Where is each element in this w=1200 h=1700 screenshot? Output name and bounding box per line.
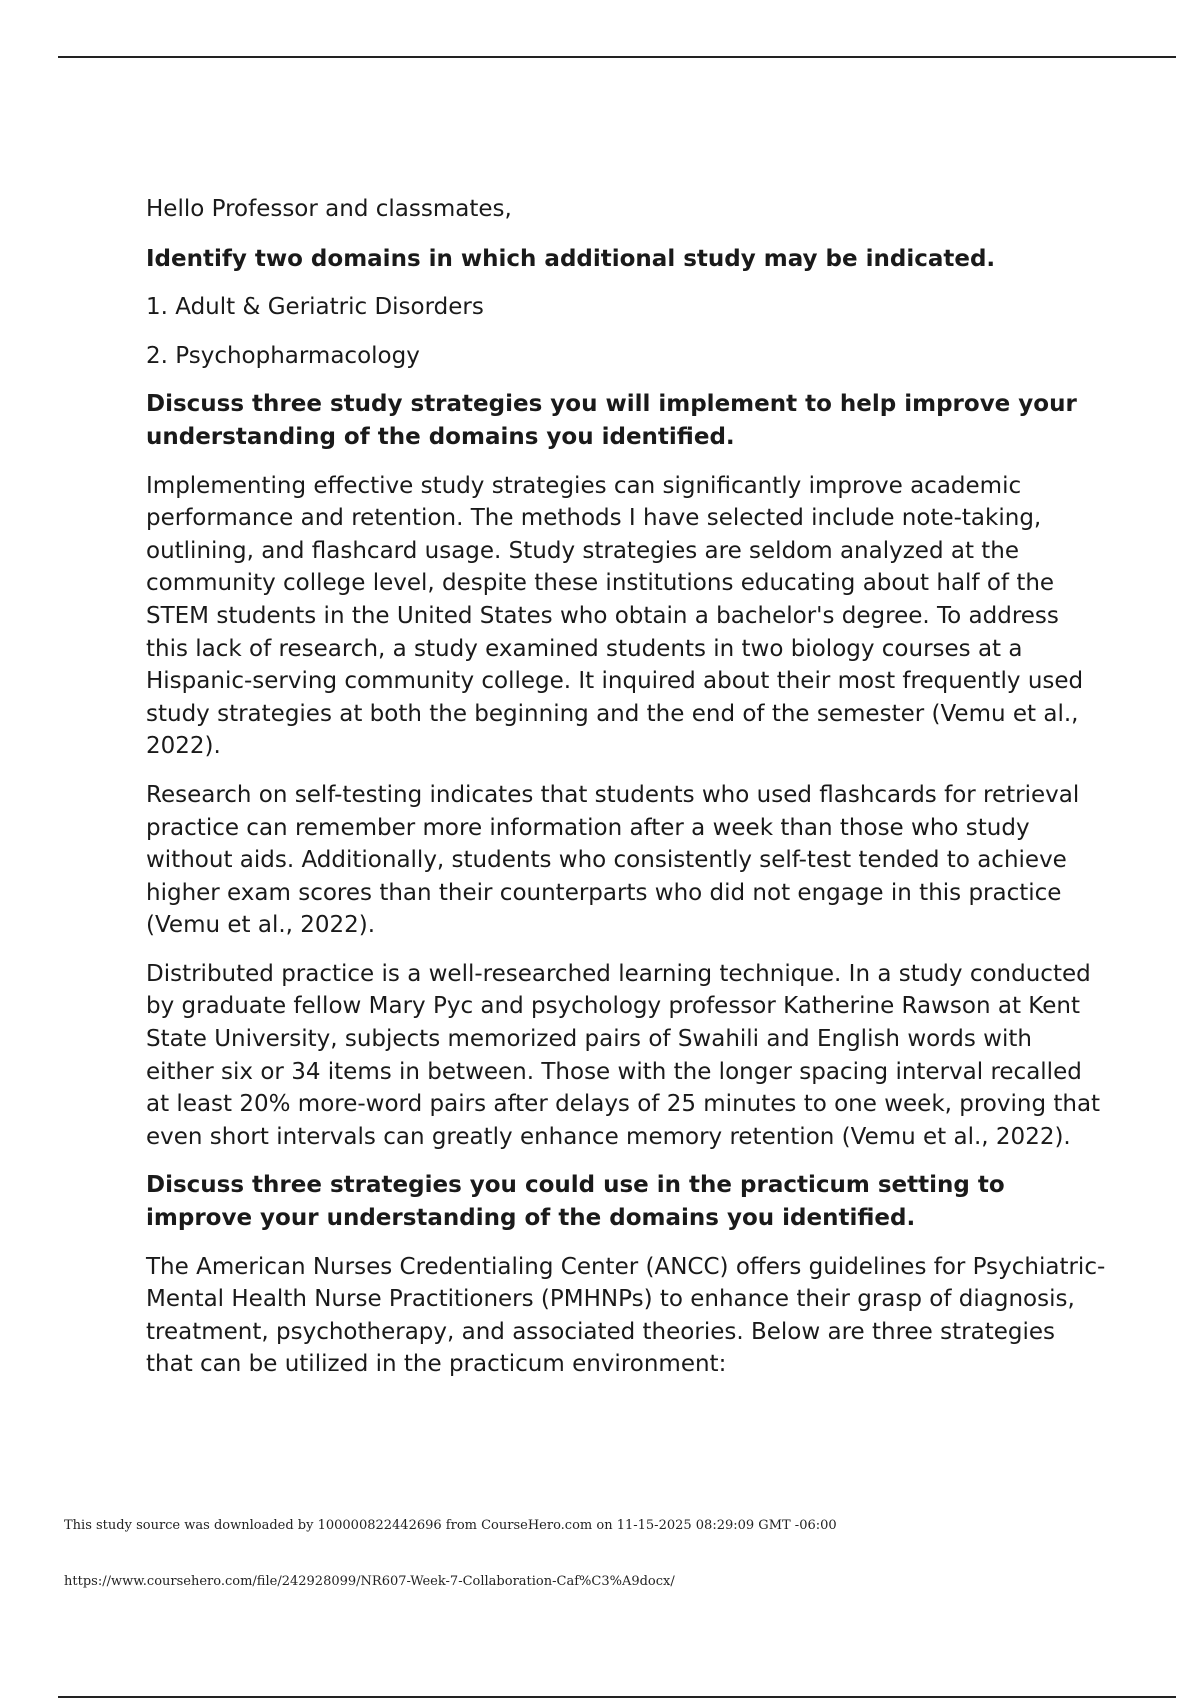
- paragraph-distributed-practice: Distributed practice is a well-researched learning technique. In a study conducted by graduate fellow Mary Pyc and psychology professor Katherine Rawson at Kent State University, subjects memorized pairs of Swahili and English words with either six or 34 items in between. Those with the longer spacing interval recalled at least 20% more-word pairs after delays of 25 minutes to one week, proving that even short intervals can greatly enhance memory retention (Vemu et al., 2022).: [146, 960, 1101, 1150]
- paragraph-ancc: The American Nurses Credentialing Center (ANCC) offers guidelines for Psychiatric-Mental Health Nurse Practitioners (PMHNPs) to enhance their grasp of diagnosis, treatment, psychotherapy, and associated theories. Below are three strategies that can be utilized in the practicum environment:: [146, 1253, 1106, 1378]
- download-source-note: This study source was downloaded by 100000822442696 from CourseHero.com on 11-15-2025 08:29:09 GMT -06:00: [64, 1518, 837, 1533]
- question-practicum-heading: Discuss three strategies you could use in the practicum setting to improve your understanding of the domains you identified.: [146, 1172, 1005, 1232]
- paragraph-self-testing: Research on self-testing indicates that students who used flashcards for retrieval practice can remember more information after a week than those who study without aids. Additionally, students who consistently self-test tended to achieve higher exam scores than their counterparts who did not engage in this practice (Vemu et al., 2022).: [146, 781, 1080, 939]
- question-study-strategies-heading: Discuss three study strategies you will implement to help improve your understanding of the domains you identified.: [146, 391, 1077, 450]
- top-rule: [58, 56, 1176, 58]
- source-url: https://www.coursehero.com/file/242928099/NR607-Week-7-Collaboration-Caf%C3%A9docx/: [64, 1574, 675, 1589]
- question-domains-heading: Identify two domains in which additional study may be indicated.: [146, 245, 996, 272]
- document-body: [146, 193, 1106, 1397]
- greeting-text: Hello Professor and classmates,: [146, 196, 512, 222]
- paragraph-study-strategies: Implementing effective study strategies can significantly improve academic performance and retention. The methods I have selected include note-taking, outlining, and flashcard usage. Study strategies are seldom analyzed at the community college level, despite these institutions educating about half of the STEM students in the United States who obtain a bachelor's degree. To address this lack of research, a study examined students in two biology courses at a Hispanic-serving community college. It inquired about their most frequently used study strategies at both the beginning and the end of the semester (Vemu et al., 2022).: [146, 472, 1084, 760]
- domain-item-1: 1. Adult & Geriatric Disorders: [146, 294, 484, 321]
- bottom-rule: [58, 1696, 1176, 1698]
- domain-item-2: 2. Psychopharmacology: [146, 342, 420, 369]
